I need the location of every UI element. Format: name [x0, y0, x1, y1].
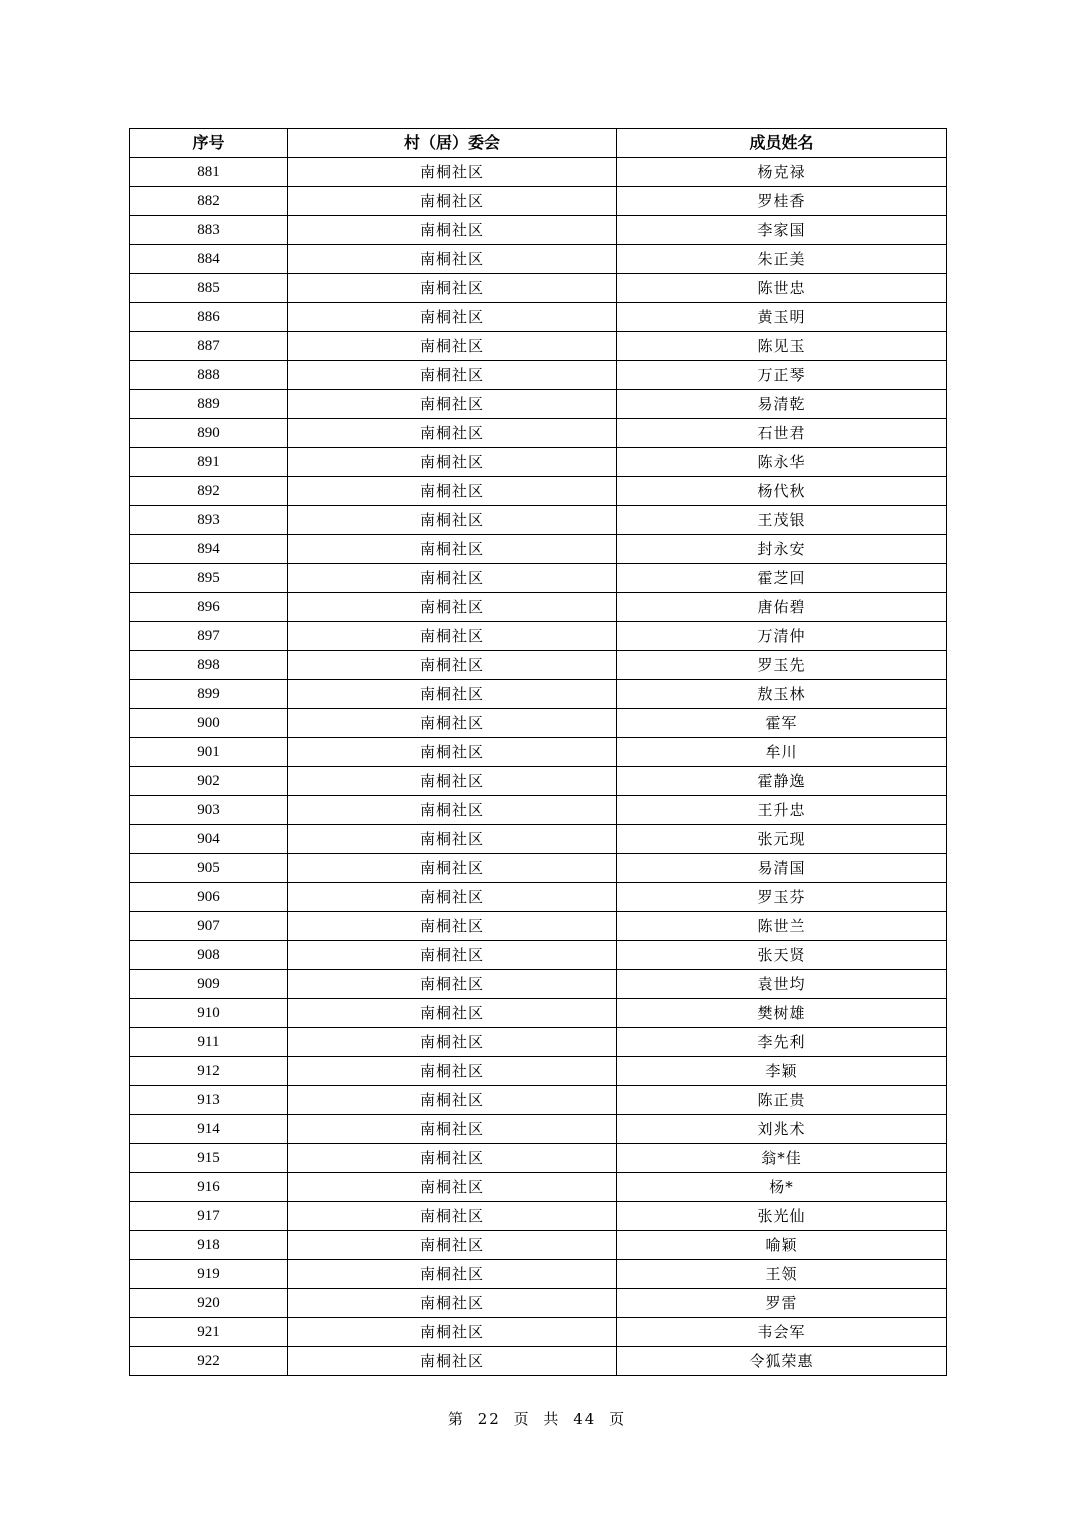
seq-cell: 912	[130, 1057, 288, 1086]
committee-cell: 南桐社区	[288, 564, 617, 593]
member-name-cell: 霍军	[617, 709, 947, 738]
member-name-cell: 杨代秋	[617, 477, 947, 506]
seq-cell: 915	[130, 1144, 288, 1173]
page-footer	[0, 1408, 1074, 1429]
member-name-cell: 王领	[617, 1260, 947, 1289]
committee-cell: 南桐社区	[288, 1347, 617, 1376]
seq-cell: 907	[130, 912, 288, 941]
table-row	[130, 158, 947, 187]
seq-cell: 882	[130, 187, 288, 216]
committee-cell: 南桐社区	[288, 1260, 617, 1289]
seq-cell: 892	[130, 477, 288, 506]
member-name-cell: 黄玉明	[617, 303, 947, 332]
table-row	[130, 1086, 947, 1115]
seq-cell: 893	[130, 506, 288, 535]
committee-cell: 南桐社区	[288, 651, 617, 680]
seq-cell: 910	[130, 999, 288, 1028]
committee-cell: 南桐社区	[288, 419, 617, 448]
table-row	[130, 303, 947, 332]
seq-cell: 913	[130, 1086, 288, 1115]
seq-cell: 919	[130, 1260, 288, 1289]
table-row	[130, 883, 947, 912]
member-name-cell: 罗玉先	[617, 651, 947, 680]
seq-cell: 896	[130, 593, 288, 622]
table-row	[130, 564, 947, 593]
seq-cell: 887	[130, 332, 288, 361]
committee-cell: 南桐社区	[288, 245, 617, 274]
committee-cell: 南桐社区	[288, 738, 617, 767]
committee-cell: 南桐社区	[288, 970, 617, 999]
table-row	[130, 709, 947, 738]
member-name-cell: 李颖	[617, 1057, 947, 1086]
seq-cell: 898	[130, 651, 288, 680]
member-name-cell: 令狐荣惠	[617, 1347, 947, 1376]
committee-cell: 南桐社区	[288, 1028, 617, 1057]
footer-prefix: 第	[447, 1410, 465, 1428]
table-row	[130, 1231, 947, 1260]
table-row	[130, 680, 947, 709]
member-name-cell: 陈正贵	[617, 1086, 947, 1115]
committee-cell: 南桐社区	[288, 477, 617, 506]
seq-cell: 890	[130, 419, 288, 448]
seq-cell: 888	[130, 361, 288, 390]
member-name-cell: 张光仙	[617, 1202, 947, 1231]
table-row	[130, 390, 947, 419]
committee-cell: 南桐社区	[288, 593, 617, 622]
seq-cell: 897	[130, 622, 288, 651]
member-name-cell: 翁*佳	[617, 1144, 947, 1173]
committee-cell: 南桐社区	[288, 999, 617, 1028]
footer-current-page: 22	[477, 1410, 501, 1428]
table-row	[130, 419, 947, 448]
seq-cell: 884	[130, 245, 288, 274]
seq-cell: 894	[130, 535, 288, 564]
committee-cell: 南桐社区	[288, 1289, 617, 1318]
seq-cell: 891	[130, 448, 288, 477]
footer-total-pages: 44	[573, 1410, 597, 1428]
committee-cell: 南桐社区	[288, 1115, 617, 1144]
member-table	[129, 128, 947, 1376]
table-row	[130, 506, 947, 535]
table-row	[130, 941, 947, 970]
seq-cell: 904	[130, 825, 288, 854]
seq-cell: 889	[130, 390, 288, 419]
table-row	[130, 767, 947, 796]
table-header-row	[130, 129, 947, 158]
table-row	[130, 448, 947, 477]
footer-page-word: 页	[513, 1410, 531, 1428]
table-row	[130, 593, 947, 622]
member-name-cell: 陈永华	[617, 448, 947, 477]
table-row	[130, 825, 947, 854]
seq-cell: 885	[130, 274, 288, 303]
seq-cell: 906	[130, 883, 288, 912]
member-name-cell: 霍芝回	[617, 564, 947, 593]
table-row	[130, 361, 947, 390]
member-name-cell: 王升忠	[617, 796, 947, 825]
member-name-cell: 罗雷	[617, 1289, 947, 1318]
table-row	[130, 535, 947, 564]
footer-suffix: 页	[609, 1410, 627, 1428]
committee-cell: 南桐社区	[288, 854, 617, 883]
seq-cell: 921	[130, 1318, 288, 1347]
committee-cell: 南桐社区	[288, 535, 617, 564]
member-name-cell: 唐佑碧	[617, 593, 947, 622]
committee-cell: 南桐社区	[288, 158, 617, 187]
table-row	[130, 1289, 947, 1318]
header-seq: 序号	[130, 129, 288, 158]
table-row	[130, 1028, 947, 1057]
table-row	[130, 796, 947, 825]
committee-cell: 南桐社区	[288, 332, 617, 361]
seq-cell: 918	[130, 1231, 288, 1260]
committee-cell: 南桐社区	[288, 274, 617, 303]
committee-cell: 南桐社区	[288, 303, 617, 332]
seq-cell: 903	[130, 796, 288, 825]
committee-cell: 南桐社区	[288, 506, 617, 535]
seq-cell: 901	[130, 738, 288, 767]
table-row	[130, 1202, 947, 1231]
member-name-cell: 袁世均	[617, 970, 947, 999]
table-row	[130, 216, 947, 245]
seq-cell: 916	[130, 1173, 288, 1202]
committee-cell: 南桐社区	[288, 825, 617, 854]
member-name-cell: 封永安	[617, 535, 947, 564]
seq-cell: 886	[130, 303, 288, 332]
table-row	[130, 854, 947, 883]
table-row	[130, 477, 947, 506]
seq-cell: 914	[130, 1115, 288, 1144]
seq-cell: 922	[130, 1347, 288, 1376]
committee-cell: 南桐社区	[288, 1202, 617, 1231]
committee-cell: 南桐社区	[288, 680, 617, 709]
committee-cell: 南桐社区	[288, 1144, 617, 1173]
member-name-cell: 刘兆术	[617, 1115, 947, 1144]
table-row	[130, 245, 947, 274]
member-name-cell: 易清国	[617, 854, 947, 883]
committee-cell: 南桐社区	[288, 622, 617, 651]
table-row	[130, 912, 947, 941]
member-name-cell: 喻颖	[617, 1231, 947, 1260]
member-name-cell: 韦会军	[617, 1318, 947, 1347]
member-name-cell: 朱正美	[617, 245, 947, 274]
member-name-cell: 陈世忠	[617, 274, 947, 303]
member-name-cell: 敖玉林	[617, 680, 947, 709]
member-name-cell: 万清仲	[617, 622, 947, 651]
member-name-cell: 张天贤	[617, 941, 947, 970]
table-row	[130, 1144, 947, 1173]
member-name-cell: 陈见玉	[617, 332, 947, 361]
committee-cell: 南桐社区	[288, 361, 617, 390]
committee-cell: 南桐社区	[288, 216, 617, 245]
table-body	[130, 158, 947, 1376]
footer-total-word: 共	[543, 1410, 561, 1428]
member-name-cell: 张元现	[617, 825, 947, 854]
committee-cell: 南桐社区	[288, 187, 617, 216]
table-row	[130, 1173, 947, 1202]
member-name-cell: 牟川	[617, 738, 947, 767]
member-name-cell: 万正琴	[617, 361, 947, 390]
seq-cell: 908	[130, 941, 288, 970]
member-name-cell: 王茂银	[617, 506, 947, 535]
committee-cell: 南桐社区	[288, 941, 617, 970]
committee-cell: 南桐社区	[288, 709, 617, 738]
header-member-name: 成员姓名	[617, 129, 947, 158]
member-name-cell: 樊树雄	[617, 999, 947, 1028]
table-row	[130, 970, 947, 999]
committee-cell: 南桐社区	[288, 883, 617, 912]
committee-cell: 南桐社区	[288, 796, 617, 825]
table-row	[130, 738, 947, 767]
committee-cell: 南桐社区	[288, 390, 617, 419]
seq-cell: 902	[130, 767, 288, 796]
header-committee: 村（居）委会	[288, 129, 617, 158]
committee-cell: 南桐社区	[288, 1057, 617, 1086]
member-name-cell: 易清乾	[617, 390, 947, 419]
committee-cell: 南桐社区	[288, 1318, 617, 1347]
member-name-cell: 杨*	[617, 1173, 947, 1202]
committee-cell: 南桐社区	[288, 448, 617, 477]
member-name-cell: 罗玉芬	[617, 883, 947, 912]
committee-cell: 南桐社区	[288, 767, 617, 796]
table-row	[130, 332, 947, 361]
member-name-cell: 罗桂香	[617, 187, 947, 216]
table-row	[130, 1318, 947, 1347]
committee-cell: 南桐社区	[288, 912, 617, 941]
table-row	[130, 651, 947, 680]
table-row	[130, 187, 947, 216]
member-name-cell: 陈世兰	[617, 912, 947, 941]
seq-cell: 883	[130, 216, 288, 245]
table-row	[130, 1057, 947, 1086]
table-row	[130, 622, 947, 651]
member-name-cell: 霍静逸	[617, 767, 947, 796]
seq-cell: 900	[130, 709, 288, 738]
member-name-cell: 石世君	[617, 419, 947, 448]
table-row	[130, 1115, 947, 1144]
seq-cell: 899	[130, 680, 288, 709]
seq-cell: 895	[130, 564, 288, 593]
seq-cell: 909	[130, 970, 288, 999]
seq-cell: 911	[130, 1028, 288, 1057]
table-row	[130, 1260, 947, 1289]
seq-cell: 920	[130, 1289, 288, 1318]
member-name-cell: 杨克禄	[617, 158, 947, 187]
committee-cell: 南桐社区	[288, 1086, 617, 1115]
table-row	[130, 999, 947, 1028]
member-name-cell: 李家国	[617, 216, 947, 245]
member-name-cell: 李先利	[617, 1028, 947, 1057]
seq-cell: 917	[130, 1202, 288, 1231]
seq-cell: 905	[130, 854, 288, 883]
table-row	[130, 1347, 947, 1376]
committee-cell: 南桐社区	[288, 1173, 617, 1202]
seq-cell: 881	[130, 158, 288, 187]
committee-cell: 南桐社区	[288, 1231, 617, 1260]
table-row	[130, 274, 947, 303]
